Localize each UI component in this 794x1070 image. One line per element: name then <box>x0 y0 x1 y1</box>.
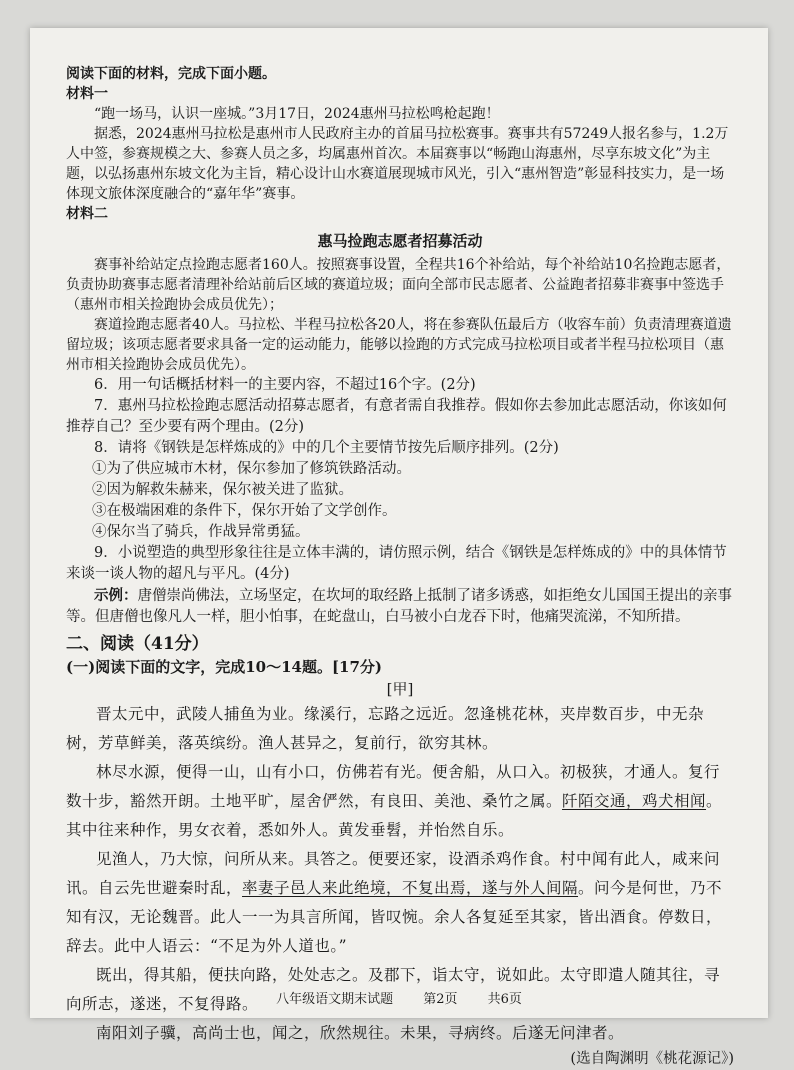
passage-paragraph <box>66 845 734 961</box>
passage-text: 。其中往来种作，男女衣着，悉如外人。黄发垂髫，并怡然自乐。 <box>66 792 723 839</box>
material-2-label: 材料二 <box>66 206 108 222</box>
passage-marker: [甲] <box>386 680 414 698</box>
passage-paragraph: 南阳刘子骥，高尚士也，闻之，欣然规往。未果，寻病终。后遂无问津者。 <box>96 1024 625 1042</box>
passage-text: 。问今是何世，乃不知有汉，无论魏晋。此人一一为具言所闻，皆叹惋。余人各复延至其家，皆出酒食。停数日，辞去。此中人语云：“不足为外人道也。” <box>66 879 723 955</box>
passage-paragraph <box>66 758 734 845</box>
footer-page-number: 第2页 <box>423 992 458 1007</box>
exam-page <box>30 28 768 1067</box>
material-2-title: 惠马捡跑志愿者招募活动 <box>317 232 483 250</box>
material-1-paragraph: 据悉，2024惠州马拉松是惠州市人民政府主办的首届马拉松赛事。赛事共有57249人报名参与，1.2万人中签，参赛规模之大、参赛人员之多，均属惠州首次。本届赛事以“畅跑山海惠州，尽享东坡文化”为主题，以弘扬惠州东坡文化为主旨，精心设计山水赛道展现城市风光，引入“惠州智造”彰显科技实力，是一场体现文旅体深度融合的“嘉年华”赛事。 <box>66 126 729 202</box>
reading-instruction: 阅读下面的材料，完成下面小题。 <box>66 66 276 82</box>
material-2-paragraph: 赛事补给站定点捡跑志愿者160人。按照赛事设置，全程共16个补给站，每个补给站10名捡跑志愿者，负责协助赛事志愿者清理补给站前后区域的赛道垃圾；面向全部市民志愿者、公益跑者招募非赛事中签选手（惠州市相关捡跑协会成员优先）； <box>66 257 731 313</box>
material-1-paragraph: “跑一场马，认识一座城。”3月17日，2024惠州马拉松鸣枪起跑！ <box>94 106 500 122</box>
passage-text: 林尽水源，便得一山，山有小口，仿佛若有光。便舍船，从口入。初极狭，才通人。复行数十步，豁然开朗。土地平旷，屋舍俨然，有良田、美池、桑竹之属。 <box>66 763 721 810</box>
footer-exam-name: 八年级语文期末试题 <box>276 992 394 1007</box>
question-6: 6．用一句话概括材料一的主要内容，不超过16个字。(2分) <box>94 377 476 393</box>
question-8-option: ①为了供应城市木材，保尔参加了修筑铁路活动。 <box>92 461 411 477</box>
page-content <box>66 64 734 1070</box>
underlined-sentence: 率妻子邑人来此绝境，不复出焉，遂与外人间隔 <box>242 879 579 897</box>
question-9: 9．小说塑造的典型形象往往是立体丰满的，请仿照示例，结合《钢铁是怎样炼成的》中的具体情节来谈一谈人物的超凡与平凡。(4分) <box>66 545 727 582</box>
material-1-label: 材料一 <box>66 86 108 102</box>
question-7: 7．惠州马拉松捡跑志愿活动招募志愿者，有意者需自我推荐。假如你去参加此志愿活动，你该如何推荐自己？至少要有两个理由。(2分) <box>66 398 727 435</box>
section-heading: 二、阅读（41分） <box>66 634 209 654</box>
passage-source: (选自陶渊明《桃花源记》) <box>570 1051 734 1067</box>
underlined-sentence: 阡陌交通，鸡犬相闻 <box>562 792 707 810</box>
question-8: 8．请将《钢铁是怎样炼成的》中的几个主要情节按先后顺序排列。(2分) <box>94 440 559 456</box>
passage-text: 见渔人，乃大惊，问所从来。具答之。便要还家，设酒杀鸡作食。村中闻有此人，咸来问讯。自云先世避秦时乱， <box>66 850 721 897</box>
footer-total-pages: 共6页 <box>487 992 522 1007</box>
passage-paragraph: 晋太元中，武陵人捕鱼为业。缘溪行，忘路之远近。忽逢桃花林，夹岸数百步，中无杂树，芳草鲜美，落英缤纷。渔人甚异之，复前行，欲穷其林。 <box>66 705 705 752</box>
material-2-paragraph: 赛道捡跑志愿者40人。马拉松、半程马拉松各20人，将在参赛队伍最后方（收容车前）负责清理赛道遗留垃圾；该项志愿者要求具备一定的运动能力，能够以捡跑的方式完成马拉松项目或者半程马拉松项目（惠州市相关捡跑协会成员优先）。 <box>66 317 732 373</box>
page-footer <box>30 988 768 1007</box>
subsection-heading: (一)阅读下面的文字，完成10～14题。[17分) <box>66 658 383 676</box>
question-9-example <box>66 585 734 628</box>
question-8-option: ④保尔当了骑兵，作战异常勇猛。 <box>92 524 310 540</box>
example-text: 唐僧崇尚佛法，立场坚定，在坎坷的取经路上抵制了诸多诱惑，如拒绝女儿国国王提出的亲事等。但唐僧也像凡人一样，胆小怕事，在蛇盘山，白马被小白龙吞下时，他痛哭流涕，不知所措。 <box>66 588 732 625</box>
question-8-option: ②因为解救朱赫来，保尔被关进了监狱。 <box>92 482 353 498</box>
question-8-option: ③在极端困难的条件下，保尔开始了文学创作。 <box>92 503 397 519</box>
example-label: 示例： <box>94 587 138 604</box>
passage-paragraph: 既出，得其船，便扶向路，处处志之。及郡下，诣太守，说如此。太守即遣人随其往，寻向所志，遂迷，不复得路。 <box>66 966 721 1013</box>
